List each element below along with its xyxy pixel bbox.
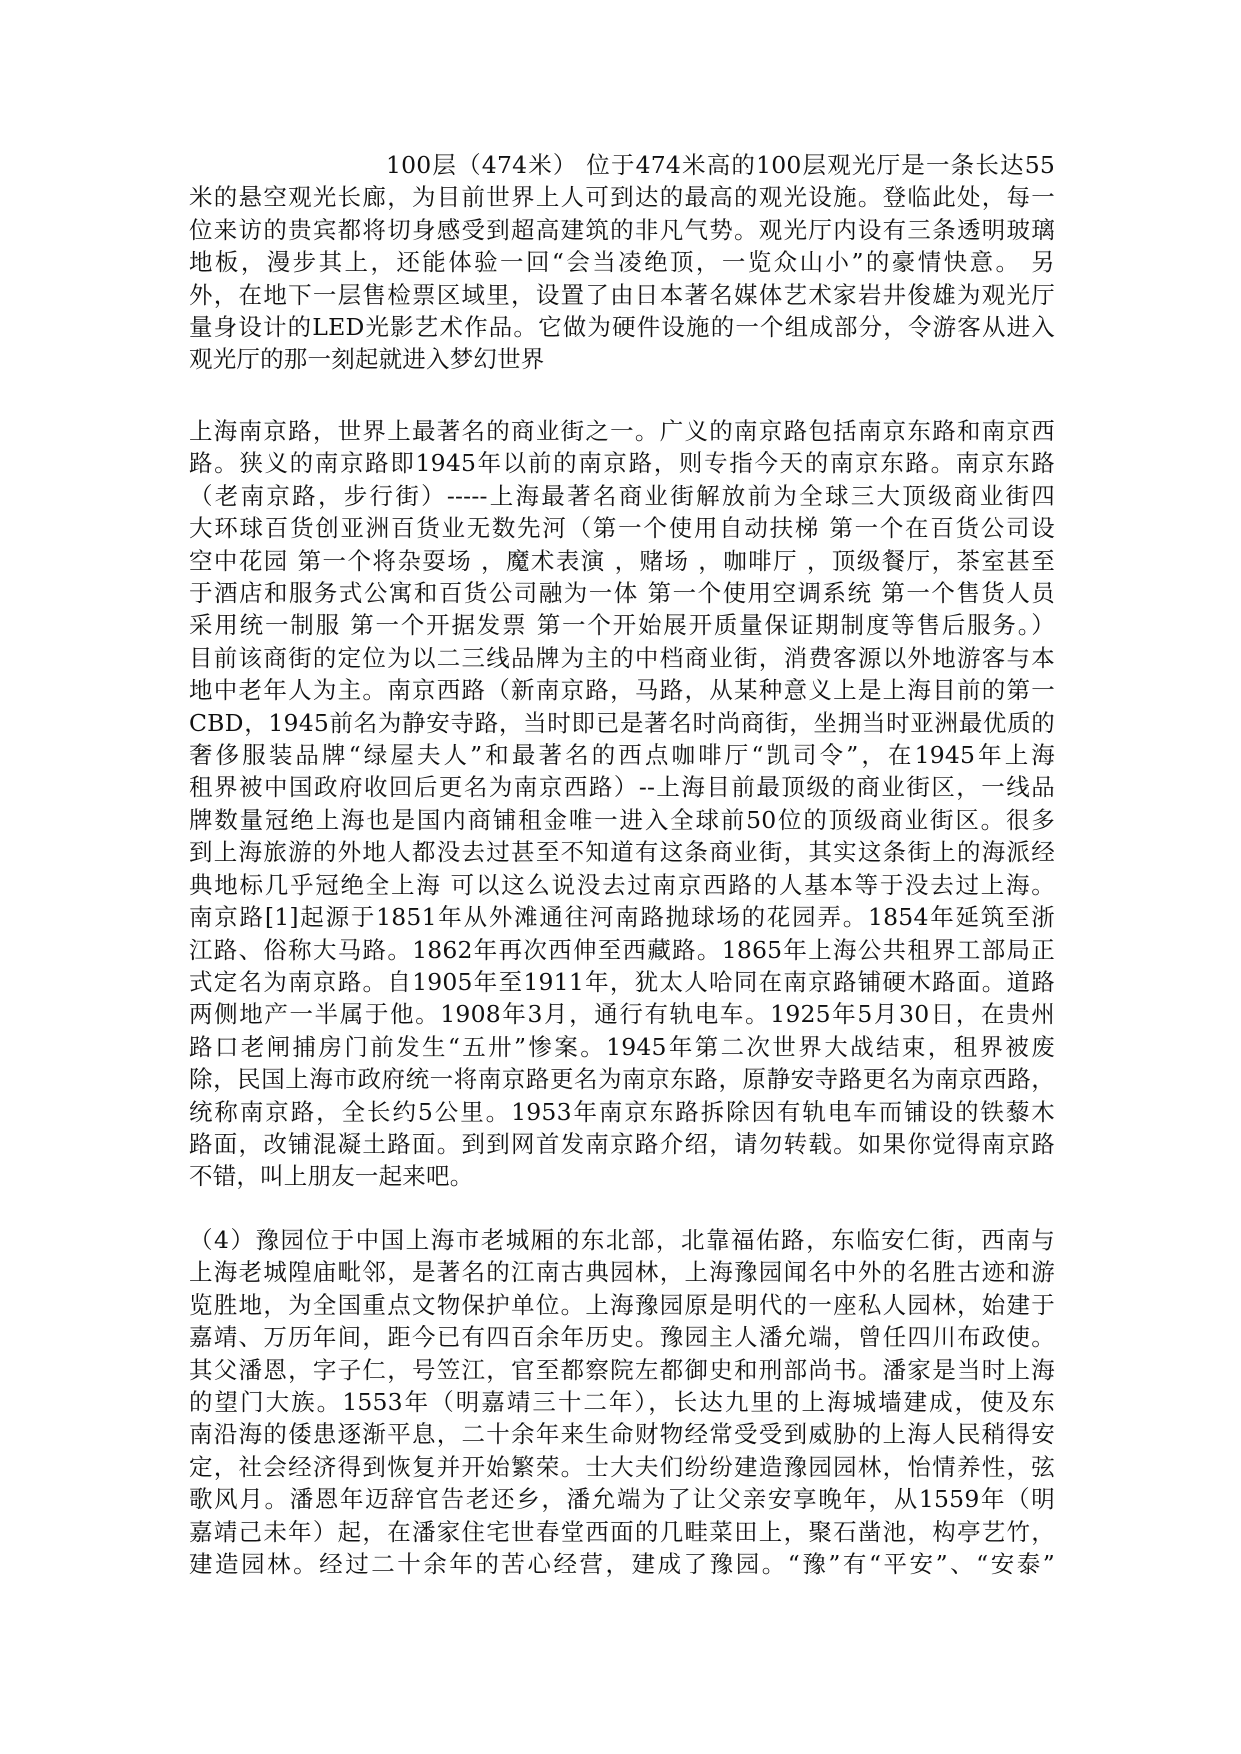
paragraph-nanjing-road [189, 415, 1055, 1193]
text-line: 到上海旅游的外地人都没去过甚至不知道有这条商业街，其实这条街上的海派经 [189, 838, 1055, 867]
text-line: 地中老年人为主。南京西路（新南京路，马路，从某种意义上是上海目前的第一 [189, 676, 1055, 705]
text-line: 采用统一制服 第一个开据发票 第一个开始展开质量保证期制度等售后服务。） [189, 611, 1055, 640]
text-line: 米的悬空观光长廊，为目前世界上人可到达的最高的观光设施。登临此处，每一 [189, 183, 1055, 212]
text-line: 定，社会经济得到恢复并开始繁荣。士大夫们纷纷建造豫园园林，怡情养性，弦 [189, 1452, 1055, 1481]
text-line: 两侧地产一半属于他。1908年3月，通行有轨电车。1925年5月30日，在贵州 [189, 1000, 1055, 1029]
text-line: 统称南京路，全长约5公里。1953年南京东路拆除因有轨电车而铺设的铁藜木 [189, 1097, 1055, 1126]
text-line: 南沿海的倭患逐渐平息，二十余年来生命财物经常受受到威胁的上海人民稍得安 [189, 1420, 1055, 1449]
text-line: 于酒店和服务式公寓和百货公司融为一体 第一个使用空调系统 第一个售货人员 [189, 579, 1055, 608]
text-line: 租界被中国政府收回后更名为南京西路）--上海目前最顶级的商业街区，一线品 [189, 773, 1055, 802]
text-line: 典地标几乎冠绝全上海 可以这么说没去过南京西路的人基本等于没去过上海。 [189, 870, 1055, 899]
text-line: 地板，漫步其上，还能体验一回“会当凌绝顶，一览众山小”的豪情快意。 另 [189, 248, 1055, 277]
text-line: （4）豫园位于中国上海市老城厢的东北部，北靠福佑路，东临安仁街，西南与 [189, 1226, 1055, 1254]
text-line: 上海南京路，世界上最著名的商业街之一。广义的南京路包括南京东路和南京西 [189, 417, 1055, 445]
text-line: 空中花园 第一个将杂耍场 ，魔术表演 ，赌场 ，咖啡厅 ，顶级餐厅，茶室甚至 [189, 546, 1055, 575]
text-line: 嘉靖己未年）起，在潘家住宅世春堂西面的几畦菜田上，聚石凿池，构亭艺竹， [189, 1517, 1055, 1546]
text-line: 江路、俗称大马路。1862年再次西伸至西藏路。1865年上海公共租界工部局正 [189, 935, 1055, 964]
text-line: 嘉靖、万历年间，距今已有四百余年历史。豫园主人潘允端，曾任四川布政使。 [189, 1323, 1055, 1352]
text-line: 式定名为南京路。自1905年至1911年，犹太人哈同在南京路铺硬木路面。道路 [189, 967, 1055, 996]
paragraph-observation-deck [189, 149, 1055, 376]
text-line: 目前该商街的定位为以二三线品牌为主的中档商业街，消费客源以外地游客与本 [189, 643, 1055, 672]
text-line: 外，在地下一层售检票区域里，设置了由日本著名媒体艺术家岩井俊雄为观光厅 [189, 280, 1055, 309]
text-line: 大环球百货创亚洲百货业无数先河（第一个使用自动扶梯 第一个在百货公司设 [189, 514, 1055, 543]
text-line: 南京路[1]起源于1851年从外滩通往河南路抛球场的花园弄。1854年延筑至浙 [189, 903, 1055, 932]
text-line: 不错，叫上朋友一起来吧。 [189, 1162, 474, 1191]
text-line: CBD，1945前名为静安寺路，当时即已是著名时尚商街，坐拥当时亚洲最优质的 [189, 708, 1055, 737]
text-line: 其父潘恩，字子仁，号笠江，官至都察院左都御史和刑部尚书。潘家是当时上海 [189, 1355, 1055, 1384]
text-line: 观光厅的那一刻起就进入梦幻世界 [189, 345, 545, 374]
paragraph-yu-garden [189, 1224, 1055, 1580]
text-line: 路。狭义的南京路即1945年以前的南京路，则专指今天的南京东路。南京东路 [189, 449, 1055, 478]
text-line: （老南京路，步行街）-----上海最著名商业街解放前为全球三大顶级商业街四 [189, 481, 1055, 510]
text-line: 路面，改铺混凝土路面。到到网首发南京路介绍，请勿转载。如果你觉得南京路 [189, 1129, 1055, 1158]
text-line: 量身设计的LED光影艺术作品。它做为硬件设施的一个组成部分，令游客从进入 [189, 313, 1055, 342]
text-line: 奢侈服装品牌“绿屋夫人”和最著名的西点咖啡厅“凯司令”，在1945年上海 [189, 741, 1055, 770]
text-line: 位来访的贵宾都将切身感受到超高建筑的非凡气势。观光厅内设有三条透明玻璃 [189, 215, 1055, 244]
text-line: 建造园林。经过二十余年的苦心经营，建成了豫园。“豫”有“平安”、“安泰” [189, 1550, 1055, 1579]
text-line: 路口老闸捕房门前发生“五卅”惨案。1945年第二次世界大战结束，租界被废 [189, 1032, 1055, 1061]
text-line: 览胜地，为全国重点文物保护单位。上海豫园原是明代的一座私人园林，始建于 [189, 1290, 1055, 1319]
text-line: 牌数量冠绝上海也是国内商铺租金唯一进入全球前50位的顶级商业街区。很多 [189, 805, 1055, 834]
text-line: 歌风月。潘恩年迈辞官告老还乡，潘允端为了让父亲安享晚年，从1559年（明 [189, 1485, 1055, 1514]
text-line: 的望门大族。1553年（明嘉靖三十二年），长达九里的上海城墙建成，使及东 [189, 1388, 1055, 1417]
text-line: 除，民国上海市政府统一将南京路更名为南京东路，原静安寺路更名为南京西路， [189, 1065, 1055, 1094]
text-line: 上海老城隍庙毗邻，是著名的江南古典园林，上海豫园闻名中外的名胜古迹和游 [189, 1258, 1055, 1287]
text-line: 100层（474米） 位于474米高的100层观光厅是一条长达55 [386, 151, 1055, 179]
